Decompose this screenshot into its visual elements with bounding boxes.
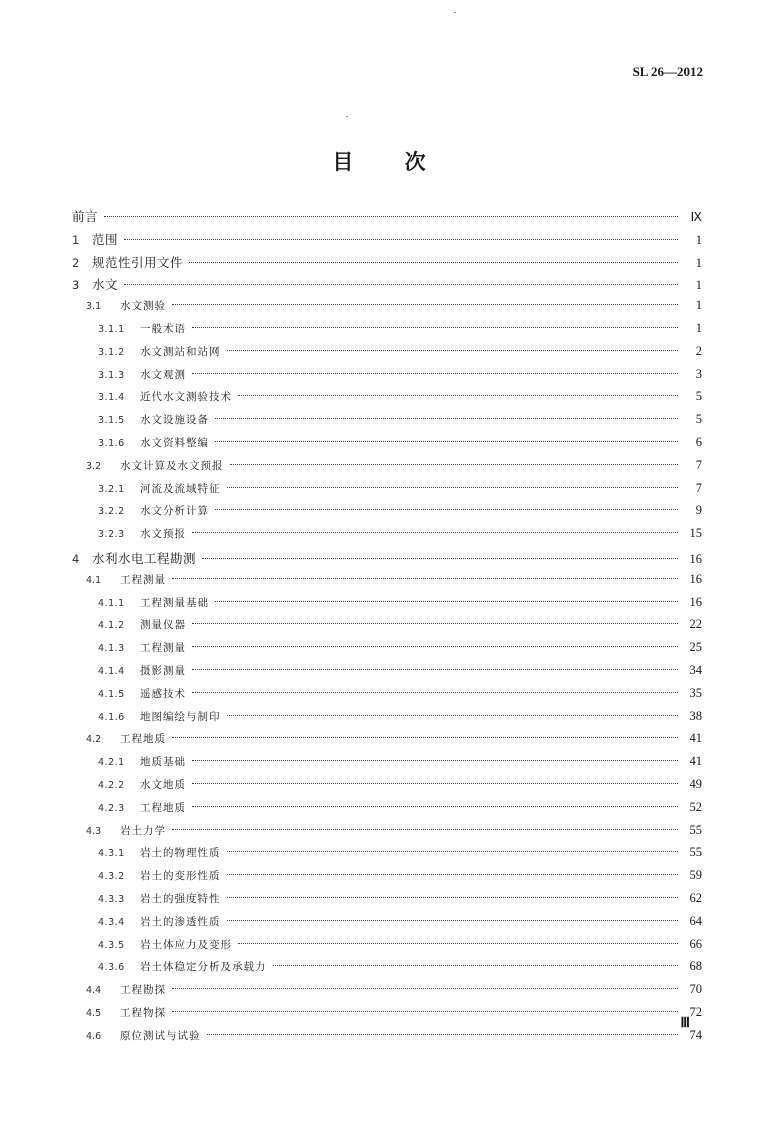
- toc-entry-page: 7: [695, 457, 702, 472]
- toc-entry-number: 4.2: [86, 734, 102, 746]
- toc-entry-title: 水文: [92, 277, 119, 293]
- toc-entry-title: 一般术语: [140, 322, 186, 335]
- toc-leader-dots: [273, 965, 679, 966]
- toc-entry-page: 68: [689, 959, 702, 974]
- page-title: [0, 146, 758, 176]
- toc-entry-number: 4.1.2: [98, 620, 125, 632]
- page-number: Ⅲ: [680, 1016, 690, 1031]
- toc-entry[interactable]: [72, 959, 702, 982]
- title-char-1: 目: [332, 149, 354, 174]
- toc-entry[interactable]: [72, 207, 702, 230]
- toc-entry-title: 水文设施设备: [140, 414, 209, 427]
- toc-entry-number: 3.1.2: [98, 346, 125, 358]
- toc-entry-page: 38: [689, 708, 702, 723]
- toc-entry-number: 4.1.3: [98, 643, 125, 655]
- toc-entry-title: 工程测量: [140, 642, 186, 655]
- toc-entry-title: 水文预报: [140, 528, 186, 541]
- toc-entry-number: 3.2.1: [98, 483, 125, 495]
- toc-entry-title: 地质基础: [140, 756, 186, 769]
- scan-speck: [346, 116, 348, 117]
- toc-entry[interactable]: [72, 275, 702, 298]
- toc-entry-title: 范围: [92, 231, 119, 247]
- toc-leader-dots: [104, 216, 678, 217]
- toc-entry-number: 3.2.3: [98, 529, 125, 541]
- toc-entry-title: 水文测站和站网: [140, 345, 221, 358]
- toc-leader-dots: [227, 851, 679, 852]
- toc-leader-dots: [215, 509, 678, 510]
- toc-entry[interactable]: [72, 230, 702, 253]
- toc-entry-title: 水文地质: [140, 778, 186, 791]
- toc-entry-number: 4.1.1: [98, 597, 125, 609]
- toc-leader-dots: [227, 715, 679, 716]
- toc-entry-page: 5: [695, 412, 702, 427]
- toc-entry-title: 测量仪器: [140, 619, 186, 632]
- toc-entry-title: 水文资料整编: [140, 436, 209, 449]
- toc-leader-dots: [192, 806, 678, 807]
- toc-entry[interactable]: [72, 617, 702, 640]
- toc-entry[interactable]: [72, 458, 702, 481]
- toc-entry[interactable]: [72, 503, 702, 526]
- toc-entry-page: 55: [689, 822, 702, 837]
- toc-entry-title: 工程测量: [120, 573, 166, 586]
- toc-entry[interactable]: [72, 595, 702, 618]
- toc-leader-dots: [238, 395, 678, 396]
- toc-entry-title: 水文分析计算: [140, 505, 209, 518]
- toc-entry-page: 41: [689, 731, 702, 746]
- toc-entry-title: 岩土的强度特性: [140, 892, 221, 905]
- toc-entry[interactable]: [72, 253, 702, 276]
- toc-entry-number: 4.2.1: [98, 757, 125, 769]
- toc-entry[interactable]: [72, 526, 702, 549]
- toc-entry-title: 前言: [72, 209, 99, 224]
- toc-leader-dots: [230, 464, 679, 465]
- toc-entry-page: 41: [689, 754, 702, 769]
- toc-entry-page: 34: [689, 662, 702, 677]
- toc-entry[interactable]: [72, 709, 702, 732]
- toc-entry-number: 4.1.5: [98, 688, 125, 700]
- toc-entry-number: 4.2.2: [98, 779, 125, 791]
- toc-entry[interactable]: [72, 686, 702, 709]
- toc-entry-title: 工程勘探: [120, 984, 166, 997]
- toc-entry-number: 3.2: [86, 460, 102, 472]
- toc-leader-dots: [192, 646, 678, 647]
- toc-entry-page: 16: [689, 571, 702, 586]
- toc-leader-dots: [172, 304, 678, 305]
- toc-entry[interactable]: [72, 914, 702, 937]
- toc-entry-title: 岩土的物理性质: [140, 847, 221, 860]
- toc-entry[interactable]: [72, 800, 702, 823]
- toc-entry-page: 22: [689, 617, 702, 632]
- toc-leader-dots: [227, 897, 679, 898]
- toc-entry-number: 3.1.4: [98, 392, 125, 404]
- toc-entry-page: 25: [689, 640, 702, 655]
- toc-entry-number: 4.2.3: [98, 802, 125, 814]
- toc-entry[interactable]: [72, 891, 702, 914]
- toc-entry[interactable]: [72, 731, 702, 754]
- toc-leader-dots: [215, 441, 678, 442]
- toc-entry-title: 地图编绘与制印: [140, 710, 221, 723]
- toc-entry[interactable]: [72, 937, 702, 960]
- toc-entry-page: 52: [689, 799, 702, 814]
- toc-leader-dots: [215, 418, 678, 419]
- toc-entry-number: 4.3.2: [98, 871, 125, 883]
- toc-entry-page: 62: [689, 890, 702, 905]
- toc-entry-title: 规范性引用文件: [92, 254, 184, 270]
- toc-leader-dots: [172, 737, 678, 738]
- toc-entry-title: 近代水文测验技术: [140, 391, 232, 404]
- toc-entry[interactable]: [72, 344, 702, 367]
- toc-entry-number: 4.1: [86, 574, 102, 586]
- toc-entry-title: 岩土的变形性质: [140, 870, 221, 883]
- toc-entry[interactable]: [72, 868, 702, 891]
- toc-leader-dots: [192, 373, 678, 374]
- toc-entry-page: Ⅸ: [690, 210, 702, 224]
- toc-entry-title: 工程物探: [120, 1006, 166, 1019]
- toc-entry-number: 3.2.2: [98, 506, 125, 518]
- toc-entry[interactable]: [72, 845, 702, 868]
- toc-entry-number: 4.5: [86, 1007, 102, 1019]
- toc-entry-title: 水文观测: [140, 368, 186, 381]
- toc-leader-dots: [124, 239, 678, 240]
- toc-leader-dots: [192, 532, 678, 533]
- toc-entry[interactable]: [72, 367, 702, 390]
- toc-entry-number: 4.3: [86, 825, 102, 837]
- toc-entry-title: 岩土体稳定分析及承载力: [140, 961, 267, 974]
- toc-entry-page: 1: [695, 255, 702, 270]
- title-char-2: 次: [404, 149, 426, 174]
- toc-leader-dots: [207, 1034, 679, 1035]
- toc-entry-page: 74: [689, 1027, 702, 1042]
- toc-entry-page: 7: [695, 480, 702, 495]
- toc-entry[interactable]: [72, 777, 702, 800]
- toc-entry[interactable]: [72, 481, 702, 504]
- toc-entry-page: 1: [695, 320, 702, 335]
- toc-entry-title: 岩土力学: [120, 824, 166, 837]
- toc-entry-number: 4.4: [86, 985, 102, 997]
- table-of-contents: [72, 207, 702, 1050]
- toc-entry-page: 9: [695, 503, 702, 518]
- toc-entry-number: 4.3.6: [98, 962, 125, 974]
- toc-entry-page: 72: [689, 1004, 702, 1019]
- toc-entry-page: 3: [695, 366, 702, 381]
- toc-leader-dots: [192, 783, 678, 784]
- toc-entry-number: 4.3.1: [98, 848, 125, 860]
- toc-entry[interactable]: [72, 1005, 702, 1028]
- toc-leader-dots: [192, 327, 678, 328]
- toc-entry[interactable]: [72, 549, 702, 572]
- toc-entry-title: 工程地质: [140, 801, 186, 814]
- toc-entry-page: 5: [695, 389, 702, 404]
- toc-entry[interactable]: [72, 572, 702, 595]
- toc-leader-dots: [192, 623, 678, 624]
- toc-entry-page: 2: [695, 343, 702, 358]
- toc-entry[interactable]: [72, 1028, 702, 1051]
- toc-entry-number: 4.3.4: [98, 916, 125, 928]
- toc-entry-page: 16: [689, 594, 702, 609]
- toc-leader-dots: [215, 601, 678, 602]
- toc-entry-number: 3.1.3: [98, 369, 125, 381]
- toc-entry-number: 4.3.5: [98, 939, 125, 951]
- toc-entry-number: 3.1.1: [98, 323, 125, 335]
- toc-entry-page: 15: [689, 526, 702, 541]
- toc-entry-page: 64: [689, 913, 702, 928]
- toc-entry-page: 55: [689, 845, 702, 860]
- toc-entry[interactable]: [72, 982, 702, 1005]
- toc-entry-number: 4.6: [86, 1030, 102, 1042]
- toc-entry-title: 工程测量基础: [140, 596, 209, 609]
- toc-entry-title: 水利水电工程勘测: [92, 550, 197, 566]
- toc-entry-title: 工程地质: [120, 733, 166, 746]
- toc-entry[interactable]: [72, 412, 702, 435]
- toc-leader-dots: [172, 988, 678, 989]
- toc-leader-dots: [227, 874, 679, 875]
- toc-entry[interactable]: [72, 640, 702, 663]
- toc-entry-page: 6: [695, 434, 702, 449]
- toc-entry[interactable]: [72, 754, 702, 777]
- toc-leader-dots: [227, 350, 679, 351]
- toc-entry-title: 摄影测量: [140, 664, 186, 677]
- toc-entry-number: 4.1.6: [98, 711, 125, 723]
- toc-leader-dots: [172, 1011, 678, 1012]
- toc-entry-page: 70: [689, 982, 702, 997]
- toc-entry-number: 2: [72, 255, 80, 270]
- toc-entry-number: 4.1.4: [98, 665, 125, 677]
- toc-entry-title: 河流及流域特征: [140, 482, 221, 495]
- scan-speck: [454, 12, 456, 13]
- toc-entry-number: 1: [72, 232, 80, 247]
- toc-leader-dots: [172, 829, 678, 830]
- toc-entry-title: 水文计算及水文预报: [120, 459, 224, 472]
- toc-entry-number: 3.1.5: [98, 415, 125, 427]
- toc-entry-page: 16: [689, 551, 702, 566]
- toc-leader-dots: [238, 943, 678, 944]
- toc-leader-dots: [192, 760, 678, 761]
- toc-entry-title: 遥感技术: [140, 687, 186, 700]
- toc-entry-page: 59: [689, 868, 702, 883]
- toc-entry-number: 3.1.6: [98, 437, 125, 449]
- toc-entry-page: 35: [689, 685, 702, 700]
- toc-entry-page: 1: [695, 278, 702, 293]
- toc-leader-dots: [172, 578, 678, 579]
- toc-entry[interactable]: [72, 823, 702, 846]
- toc-entry-title: 水文测验: [120, 300, 166, 313]
- toc-entry-page: 49: [689, 776, 702, 791]
- toc-entry[interactable]: [72, 435, 702, 458]
- toc-leader-dots: [124, 284, 678, 285]
- toc-leader-dots: [189, 262, 678, 263]
- toc-entry-number: 3: [72, 278, 80, 293]
- toc-entry-number: 3.1: [86, 301, 102, 313]
- toc-entry[interactable]: [72, 298, 702, 321]
- toc-leader-dots: [192, 669, 678, 670]
- toc-leader-dots: [227, 487, 679, 488]
- toc-entry-title: 原位测试与试验: [120, 1029, 201, 1042]
- toc-entry-page: 1: [695, 298, 702, 313]
- toc-entry[interactable]: [72, 663, 702, 686]
- toc-entry[interactable]: [72, 389, 702, 412]
- standard-code: SL 26—2012: [632, 64, 703, 79]
- toc-entry-page: 1: [695, 232, 702, 247]
- toc-entry[interactable]: [72, 321, 702, 344]
- toc-entry-page: 66: [689, 936, 702, 951]
- toc-leader-dots: [227, 920, 679, 921]
- toc-leader-dots: [192, 692, 678, 693]
- toc-leader-dots: [202, 558, 678, 559]
- toc-entry-title: 岩土体应力及变形: [140, 938, 232, 951]
- toc-entry-title: 岩土的渗透性质: [140, 915, 221, 928]
- toc-entry-number: 4.3.3: [98, 893, 125, 905]
- toc-entry-number: 4: [72, 551, 80, 566]
